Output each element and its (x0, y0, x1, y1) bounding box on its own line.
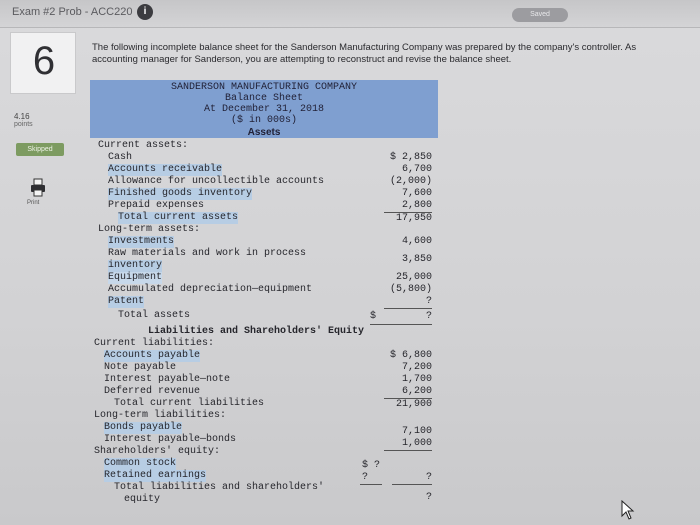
liabilities-heading: Liabilities and Shareholders' Equity (148, 326, 365, 337)
statement-title: Balance Sheet (224, 93, 303, 104)
total-assets-amount: ? (425, 311, 432, 322)
statement-units: ($ in 000s) (230, 115, 297, 126)
patent-rule (384, 308, 432, 309)
fg-inventory-amount: 7,600 (401, 188, 432, 199)
assets-heading: Assets (247, 127, 281, 138)
equipment-amount: 25,000 (395, 272, 432, 283)
question-number-box (10, 32, 76, 94)
raw-materials-amount: 3,850 (401, 254, 432, 265)
current-liabilities-label: Current liabilities: (94, 338, 215, 349)
company-name: SANDERSON MANUFACTURING COMPANY (170, 82, 358, 93)
current-assets-label: Current assets: (98, 140, 189, 151)
longterm-liabilities-label: Long-term liabilities: (94, 410, 227, 421)
info-icon[interactable]: i (137, 4, 153, 20)
print-icon[interactable] (30, 178, 46, 198)
equity-rule (392, 484, 432, 485)
ap-label: Accounts payable (104, 350, 201, 361)
cash-amount: $ 2,850 (389, 152, 432, 163)
top-bar (0, 0, 700, 28)
longterm-assets-label: Long-term assets: (98, 224, 201, 235)
ar-label: Accounts receivable (108, 164, 223, 175)
common-stock-mid: $ ? (362, 460, 381, 471)
ap-amount: $ 6,800 (389, 350, 432, 361)
shareholders-equity-label: Shareholders' equity: (94, 446, 221, 457)
total-assets-rule (370, 324, 432, 325)
statement-header (90, 80, 438, 138)
total-current-assets-label: Total current assets (118, 212, 239, 223)
exam-title: Exam #2 Prob - ACC220 (12, 6, 133, 18)
points-label: points (14, 121, 33, 128)
saved-button[interactable]: Saved (512, 8, 568, 22)
interest-note-amount: 1,700 (401, 374, 432, 385)
deferred-revenue-amount: 6,200 (401, 386, 432, 397)
question-number: 6 (32, 39, 56, 83)
investments-amount: 4,600 (401, 236, 432, 247)
question-prompt: The following incomplete balance sheet for the Sanderson Manufacturing Company was prepared by the company's controller. As accounting manager for Sanderson, you are attempting to reconstruct and revise the balance sheet. (92, 42, 637, 65)
patent-label: Patent (108, 296, 145, 307)
allowance-label: Allowance for uncollectible accounts (108, 176, 325, 187)
mouse-cursor-icon (620, 500, 636, 520)
fg-inventory-label: Finished goods inventory (108, 188, 253, 199)
total-current-assets-amount: 17,950 (395, 213, 432, 224)
longterm-liabilities-rule (384, 450, 432, 451)
accum-dep-amount: (5,800) (389, 284, 432, 295)
retained-earnings-mid: ? (362, 472, 369, 483)
total-current-liabilities-amount: 21,900 (395, 399, 432, 410)
print-label[interactable]: Print (27, 200, 40, 206)
total-le-label-1: Total liabilities and shareholders' (114, 482, 325, 493)
total-le-amount: ? (425, 492, 432, 503)
prepaid-label: Prepaid expenses (108, 200, 205, 211)
equity-mid-rule (360, 484, 382, 485)
points-value: 4.16 (14, 112, 30, 121)
note-payable-label: Note payable (104, 362, 177, 373)
ar-amount: 6,700 (401, 164, 432, 175)
patent-amount: ? (425, 296, 432, 307)
skipped-button[interactable]: Skipped (16, 143, 64, 156)
raw-materials-label-2: inventory (108, 260, 163, 271)
raw-materials-label-1: Raw materials and work in process (108, 248, 307, 259)
interest-bonds-label: Interest payable—bonds (104, 434, 237, 445)
total-assets-dollar: $ (370, 311, 377, 322)
retained-earnings-label: Retained earnings (104, 470, 207, 481)
total-assets-label: Total assets (118, 310, 191, 321)
statement-date: At December 31, 2018 (203, 104, 325, 115)
common-stock-label: Common stock (104, 458, 177, 469)
interest-bonds-amount: 1,000 (401, 438, 432, 449)
allowance-amount: (2,000) (389, 176, 432, 187)
bonds-payable-amount: 7,100 (401, 426, 432, 437)
cash-label: Cash (108, 152, 133, 163)
bonds-payable-label: Bonds payable (104, 422, 183, 433)
total-current-liabilities-label: Total current liabilities (114, 398, 265, 409)
interest-note-label: Interest payable—note (104, 374, 231, 385)
deferred-revenue-label: Deferred revenue (104, 386, 201, 397)
total-le-label-2: equity (124, 494, 161, 505)
equipment-label: Equipment (108, 272, 163, 283)
prepaid-amount: 2,800 (401, 200, 432, 211)
note-payable-amount: 7,200 (401, 362, 432, 373)
accum-dep-label: Accumulated depreciation—equipment (108, 284, 313, 295)
retained-earnings-amount: ? (425, 472, 432, 483)
investments-label: Investments (108, 236, 175, 247)
